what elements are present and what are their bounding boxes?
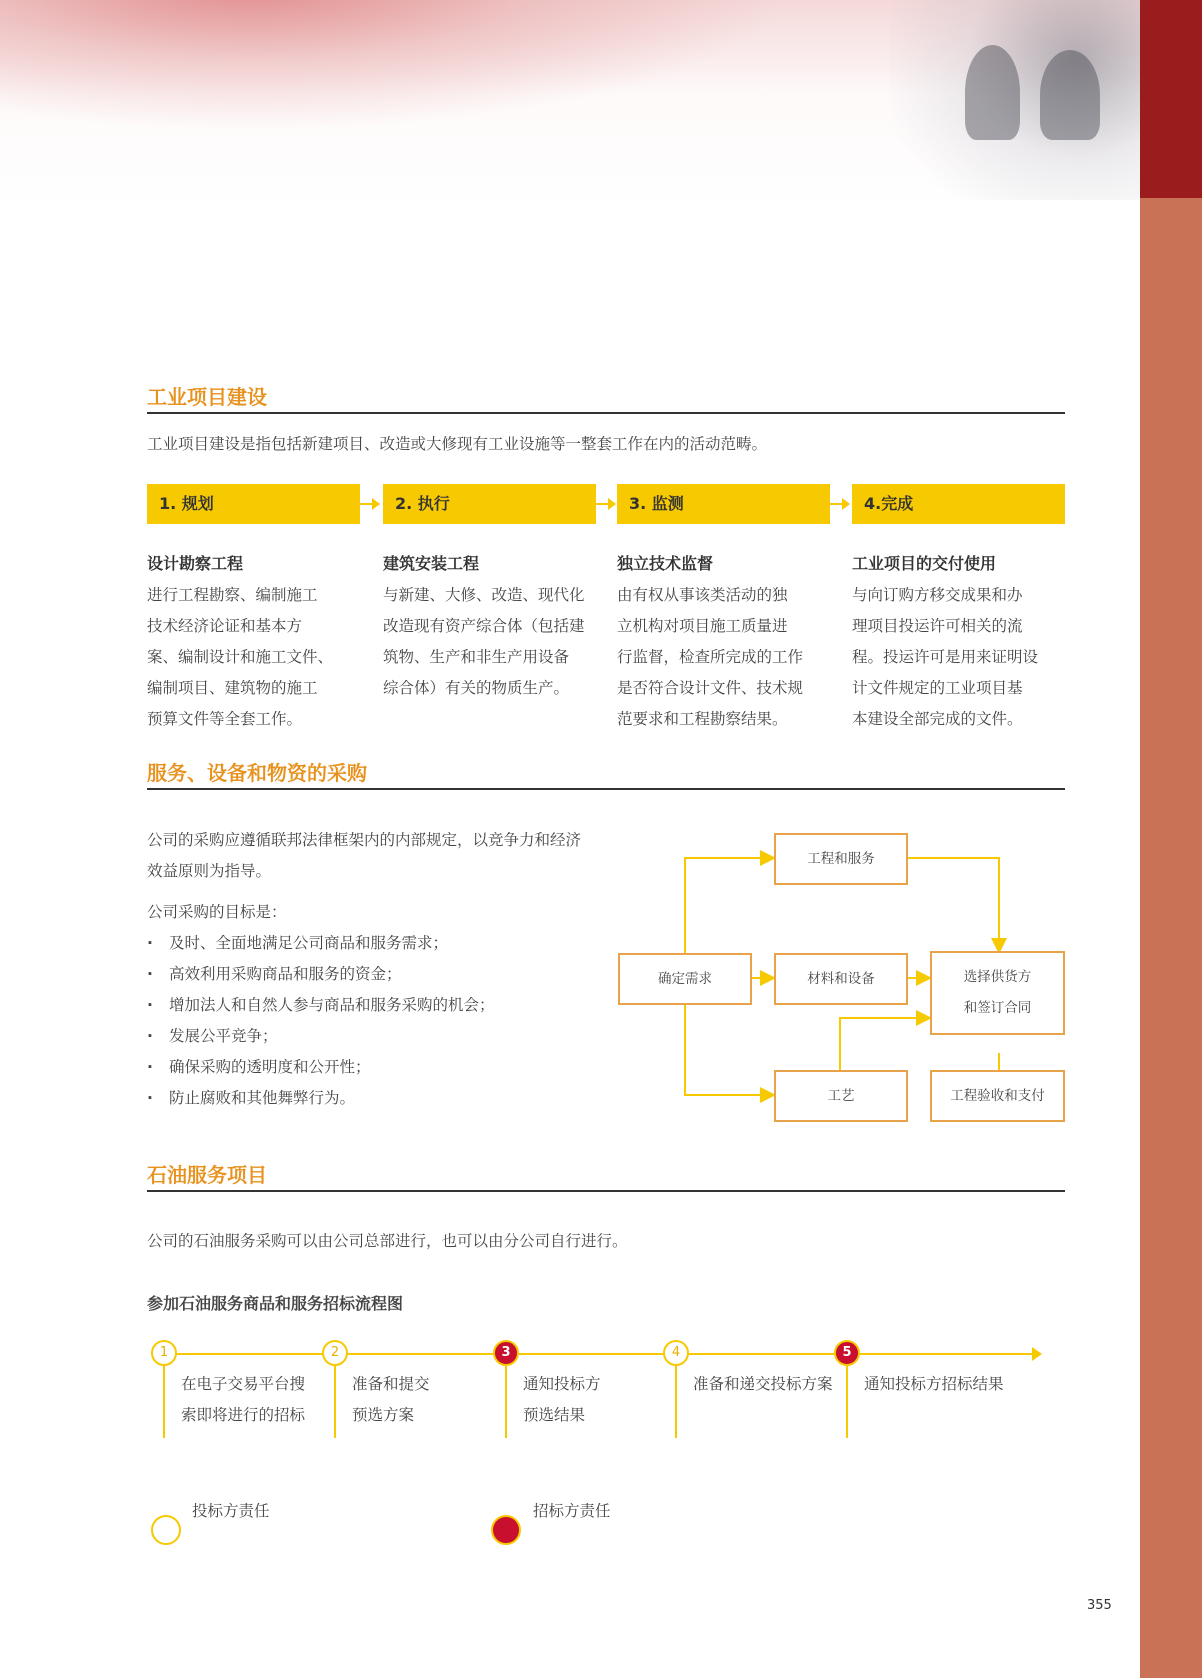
section-title-procurement: 服务、设备和物资的采购 xyxy=(147,760,1065,790)
legend-bidder-label: 投标方责任 xyxy=(192,1502,270,1520)
flow-box-craft: 工艺 xyxy=(774,1070,908,1122)
timeline-step-text: 准备和递交投标方案 xyxy=(693,1375,833,1393)
timeline-arrow xyxy=(162,1353,1034,1355)
flow-box-acceptance-payment: 工程验收和支付 xyxy=(930,1070,1065,1122)
page-number: 355 xyxy=(1087,1598,1112,1613)
column-text: 由有权从事该类活动的独 立机构对项目施工质量进 行监督，检查所完成的工作 是否符合设计文件、技术规 范要求和工程勘察结果。 xyxy=(617,586,804,728)
column-heading: 独立技术监督 xyxy=(617,554,714,573)
step-bar-execution: 2. 执行 xyxy=(383,484,596,524)
timeline-step-text: 通知投标方招标结果 xyxy=(864,1375,1004,1393)
procurement-flow-diagram xyxy=(615,825,1075,1125)
timeline-divider xyxy=(505,1366,507,1438)
flow-box-works-services: 工程和服务 xyxy=(774,833,908,885)
step-marker-organizer: 3 xyxy=(493,1340,519,1366)
procurement-paragraph: 公司的采购应遵循联邦法律框架内的内部规定，以竞争力和经济 效益原则为指导。 xyxy=(147,831,582,880)
list-item: · 防止腐败和其他舞弊行为。 xyxy=(147,1083,495,1114)
right-sidebar-band xyxy=(1140,0,1202,1678)
flow-box-materials-equipment: 材料和设备 xyxy=(774,953,908,1005)
column-text: 进行工程勘察、编制施工 技术经济论证和基本方 案、编制设计和施工文件、 编制项目、建筑物的施工 预算文件等全套工作。 xyxy=(147,586,334,728)
timeline-divider xyxy=(675,1366,677,1438)
step-bar-monitoring: 3. 监测 xyxy=(617,484,830,524)
list-item: · 发展公平竞争； xyxy=(147,1021,495,1052)
timeline-divider xyxy=(163,1366,165,1438)
list-item: · 增加法人和自然人参与商品和服务采购的机会； xyxy=(147,990,495,1021)
meeting-photo xyxy=(890,0,1140,200)
goals-list xyxy=(147,928,495,1114)
timeline-divider xyxy=(334,1366,336,1438)
arrow-right-icon xyxy=(596,503,610,505)
step-marker-organizer: 5 xyxy=(834,1340,860,1366)
section-title-industrial-construction: 工业项目建设 xyxy=(147,384,1065,414)
list-item: · 及时、全面地满足公司商品和服务需求； xyxy=(147,928,495,959)
right-sidebar-top-band xyxy=(1140,0,1202,198)
arrow-right-icon xyxy=(830,503,844,505)
step-bar-completion: 4.完成 xyxy=(852,484,1065,524)
column-heading: 工业项目的交付使用 xyxy=(852,554,997,573)
tender-flow-heading: 参加石油服务商品和服务招标流程图 xyxy=(147,1294,404,1313)
timeline-divider xyxy=(846,1366,848,1438)
legend-organizer-label: 招标方责任 xyxy=(533,1502,611,1520)
legend-organizer-icon xyxy=(491,1515,521,1545)
person-silhouette xyxy=(1040,50,1100,140)
column-heading: 建筑安装工程 xyxy=(383,554,480,573)
flow-box-determine-need: 确定需求 xyxy=(618,953,752,1005)
header-banner-image xyxy=(0,0,1140,210)
step-marker-bidder: 4 xyxy=(663,1340,689,1366)
timeline-step-text: 通知投标方 预选结果 xyxy=(523,1375,601,1424)
timeline-step-text: 准备和提交 预选方案 xyxy=(352,1375,430,1424)
timeline-step-text: 在电子交易平台搜 索即将进行的招标 xyxy=(181,1375,306,1424)
person-silhouette xyxy=(965,45,1020,140)
flow-box-select-supplier: 选择供货方 和签订合同 xyxy=(930,951,1065,1035)
list-item: · 高效利用采购商品和服务的资金； xyxy=(147,959,495,990)
section-title-oil-services: 石油服务项目 xyxy=(147,1162,1065,1192)
goals-intro: 公司采购的目标是： xyxy=(147,903,287,921)
list-item: · 确保采购的透明度和公开性； xyxy=(147,1052,495,1083)
legend-bidder-icon xyxy=(151,1515,181,1545)
step-bar-planning: 1. 规划 xyxy=(147,484,360,524)
arrow-right-icon xyxy=(360,503,374,505)
column-heading: 设计勘察工程 xyxy=(147,554,244,573)
step-marker-bidder: 1 xyxy=(151,1340,177,1366)
column-text: 与向订购方移交成果和办 理项目投运许可相关的流 程。投运许可是用来证明设 计文件规定的工业项目基 本建设全部完成的文件。 xyxy=(852,586,1039,728)
section-intro: 工业项目建设是指包括新建项目、改造或大修现有工业设施等一整套工作在内的活动范畴。 xyxy=(147,435,768,453)
column-text: 与新建、大修、改造、现代化 改造现有资产综合体（包括建 筑物、生产和非生产用设备 综合体）有关的物质生产。 xyxy=(383,586,585,697)
step-marker-bidder: 2 xyxy=(322,1340,348,1366)
oil-services-intro: 公司的石油服务采购可以由公司总部进行，也可以由分公司自行进行。 xyxy=(147,1232,628,1250)
